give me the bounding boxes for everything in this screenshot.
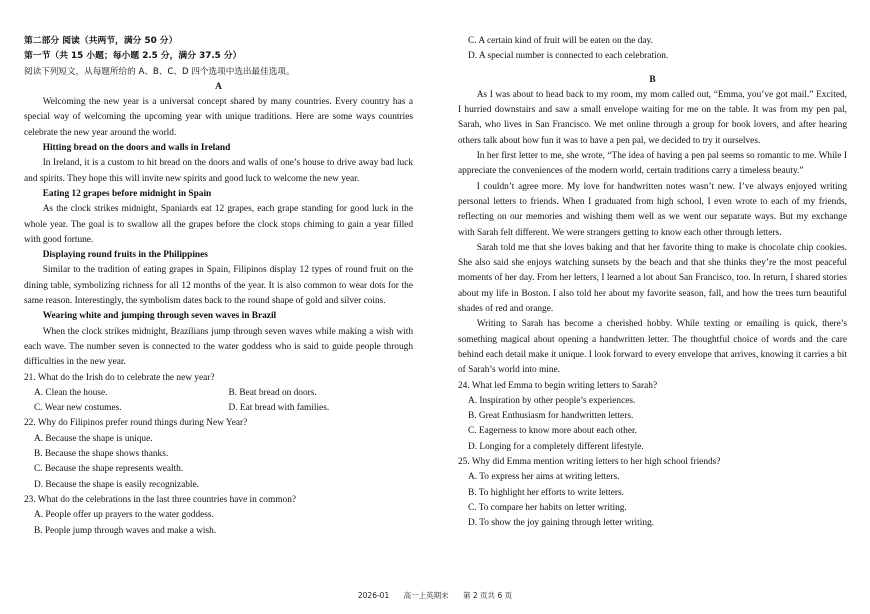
q22-option-c: C. Because the shape represents wealth.	[34, 464, 184, 475]
q25-option-b: B. To highlight her efforts to write letters.	[468, 487, 625, 498]
q23-option-d: D. A special number is connected to each celebration.	[468, 51, 669, 62]
q24-option-d: D. Longing for a completely different lifestyle.	[468, 441, 644, 452]
brazil-heading: Wearing white and jumping through seven waves in Brazil	[42, 311, 277, 322]
passage-b-paragraph-5: Writing to Sarah has become a cherished hobby. While texting or emailing is quick, there’s something magical about opening a handwritten letter. The thoughtful choice of words and the care behind each detail make it unique. I look forward to every envelope that arrives, knowing it carries a bit of Sarah’s world into mine.	[458, 319, 847, 376]
spain-paragraph: As the clock strikes midnight, Spaniards eat 12 grapes, each grape standing for good luck in the whole year. The goal is to swallow all the grapes before the clock stops chiming to gain a year filled with good fortune.	[24, 204, 413, 245]
question-23: 23. What do the celebrations in the last three countries have in common?	[24, 494, 297, 505]
q23-option-c: C. A certain kind of fruit will be eaten on the day.	[468, 36, 653, 46]
passage-b-letter: B	[649, 74, 656, 85]
question-22: 22. Why do Filipinos prefer round things during New Year?	[24, 418, 248, 429]
instruction-text: 阅读下列短文，从每题所给的 A、B、C、D 四个选项中选出最佳选项。	[24, 66, 295, 77]
footer-exam-name: 高一上英期末	[403, 591, 449, 600]
q21-option-b: B. Beat bread on doors.	[228, 387, 317, 398]
philippines-heading: Displaying round fruits in the Philippines	[42, 250, 208, 261]
q24-option-c: C. Eagerness to know more about each other.	[468, 426, 637, 437]
passage-a-intro: Welcoming the new year is a universal concept shared by many countries. Every country has a special way of welcoming the upcoming year with unique traditions. Here are some ways countries celebrate the new year around the world.	[24, 97, 413, 138]
passage-b-paragraph-3: I couldn’t agree more. My love for handwritten notes wasn’t new. I’ve always enjoyed writing personal letters to friends. When I graduated from high school, I even wrote to each of my friends, reflecting on our memories and wishing them well as we went our separate ways. But my exchange with Sarah felt different. We were strangers getting to know each other through letters.	[458, 181, 847, 238]
q23-option-b: B. People jump through waves and make a wish.	[34, 525, 217, 536]
q25-option-a: A. To express her aims at writing letters.	[468, 472, 620, 483]
brazil-paragraph: When the clock strikes midnight, Brazilians jump through seven waves while making a wish with each wave. The number seven is connected to the water goddess who is said to guide people through difficulties in the new year.	[24, 326, 413, 368]
section-title: 第二部分 阅读（共两节，满分 50 分）	[24, 36, 178, 46]
ireland-heading: Hitting bread on the doors and walls in Ireland	[42, 143, 231, 154]
q25-option-c: C. To compare her habits on letter writing.	[468, 502, 627, 513]
philippines-paragraph: Similar to the tradition of eating grapes in Spain, Filipinos display 12 types of round fruit on the dining table, symbolizing richness for all 12 months of the year. It is also common to wear dots for the same reason. Interestingly, the symbolism dates back to the round shape of gold and silver coins.	[24, 265, 413, 307]
q21-option-d: D. Eat bread with families.	[228, 403, 330, 414]
left-column	[24, 34, 413, 539]
question-25: 25. Why did Emma mention writing letters to her high school friends?	[458, 457, 721, 468]
spain-heading: Eating 12 grapes before midnight in Spain	[42, 188, 212, 199]
q21-option-a: A. Clean the house.	[34, 387, 108, 398]
question-24: 24. What led Emma to begin writing letters to Sarah?	[458, 380, 658, 391]
page-footer	[0, 590, 870, 601]
q24-option-b: B. Great Enthusiasm for handwritten letters.	[468, 411, 634, 422]
q25-option-d: D. To show the joy gaining through letter writing.	[468, 518, 655, 529]
question-21: 21. What do the Irish do to celebrate the new year?	[24, 372, 215, 383]
q23-option-a: A. People offer up prayers to the water goddess.	[34, 510, 214, 521]
sub-section-title: 第一节（共 15 小题；每小题 2.5 分，满分 37.5 分）	[24, 51, 242, 62]
q21-option-c: C. Wear new costumes.	[34, 403, 122, 414]
passage-b-paragraph-2: In her first letter to me, she wrote, “The idea of having a pen pal seems so romantic to me. While I appreciate the conveniences of the modern world, certain traditions carry a timeless beauty.”	[458, 151, 847, 177]
q22-option-d: D. Because the shape is easily recognizable.	[34, 479, 200, 490]
passage-b-paragraph-4: Sarah told me that she loves baking and that her favorite thing to make is chocolate chip cookies. She also said she enjoys watching sunsets by the beach and that she thinks they’re the most peaceful moments of her day. From her letters, I learned a lot about San Francisco, too. In return, I shared stories about my life in Boston. I also told her about my favorite season, fall, and how the trees turn beautiful shades of red and orange.	[458, 242, 847, 315]
q24-option-a: A. Inspiration by other people’s experiences.	[468, 395, 636, 406]
footer-date: 2026-01	[357, 591, 390, 600]
right-column	[458, 34, 847, 532]
footer-page-number: 第 2 页共 6 页	[463, 591, 513, 600]
q22-option-a: A. Because the shape is unique.	[34, 433, 153, 444]
passage-a-letter: A	[215, 81, 222, 92]
ireland-paragraph: In Ireland, it is a custom to hit bread on the doors and walls of one’s house to drive away bad luck and spirits. They hope this will invite new spirits and good luck to welcome the new year.	[24, 158, 413, 184]
q22-option-b: B. Because the shape shows thanks.	[34, 449, 169, 460]
passage-b-paragraph-1: As I was about to head back to my room, my mom called out, “Emma, you’ve got mail.” Excited, I hurried downstairs and saw a small envelope waiting for me on the table. It was from my pen pal, Sarah, who lives in San Francisco. We met online through a group for book lovers, and after hearing others talk about how fun it was to have a pen pal, we decided to try it ourselves.	[458, 89, 847, 146]
